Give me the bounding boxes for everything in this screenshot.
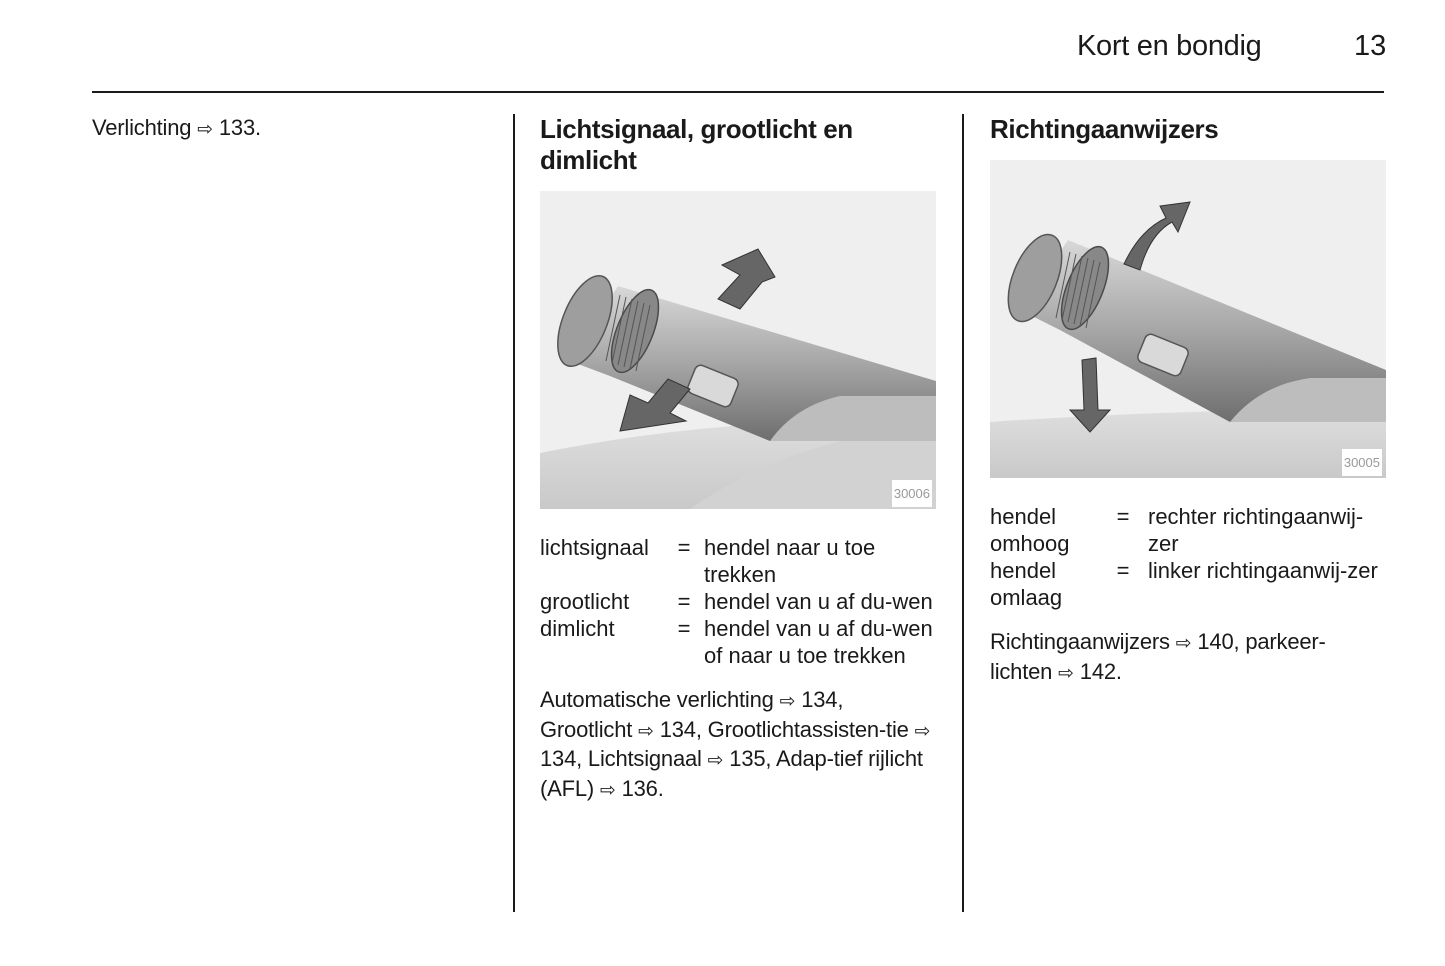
column-divider: [513, 114, 515, 912]
lighting-reference: Verlichting ⇨ 133.: [92, 115, 261, 140]
reference-arrow-icon: ⇨: [599, 779, 616, 801]
definition-equals: =: [677, 589, 691, 614]
reference-arrow-icon: ⇨: [1058, 662, 1074, 684]
section-heading-headlights: Lichtsignaal, grootlicht en dimlicht: [540, 114, 853, 175]
figure-code: 30005: [1342, 449, 1382, 476]
definition-term: hendel omhoog: [990, 504, 1070, 556]
headlight-lever-illustration: [540, 191, 936, 509]
definition-equals: =: [1116, 504, 1130, 529]
definition-row: [540, 615, 938, 669]
definition-row: [540, 588, 938, 615]
reference-arrow-icon: ⇨: [1175, 633, 1192, 654]
definition-description: hendel van u af du-wen of naar u toe trekken: [704, 616, 933, 668]
column-left: [92, 114, 492, 144]
section-heading-indicators: Richtingaanwijzers: [990, 114, 1219, 144]
header-rule: [92, 91, 1384, 93]
indicator-lever-figure: [990, 160, 1386, 478]
reference-arrow-icon: ⇨: [779, 691, 796, 712]
definition-table-indicators: [990, 503, 1386, 611]
reference-arrow-icon: ⇨: [197, 119, 213, 140]
figure-code: 30006: [892, 480, 932, 507]
headlights-references: Automatische verlichting ⇨ 134, Grootlicht ⇨ 134, Grootlichtassisten-tie ⇨ 134, Lichtsignaal ⇨ 135, Adap-tief rijlicht (AFL) ⇨ 136.: [540, 687, 931, 801]
definition-equals: =: [1116, 558, 1130, 583]
definition-row: [990, 503, 1386, 557]
definition-description: rechter richtingaanwij-zer: [1148, 504, 1364, 556]
definition-row: [540, 534, 938, 588]
definition-equals: =: [677, 616, 691, 641]
definition-term: grootlicht: [540, 589, 630, 614]
definition-description: linker richtingaanwij-zer: [1148, 558, 1378, 583]
reference-arrow-icon: ⇨: [707, 750, 724, 771]
indicator-lever-illustration: [990, 160, 1386, 478]
definition-table-headlights: [540, 534, 938, 669]
definition-term: dimlicht: [540, 616, 615, 641]
page-number: 13: [1354, 30, 1387, 62]
column-headlights: [540, 114, 938, 804]
definition-term: lichtsignaal: [540, 535, 649, 560]
reference-arrow-icon: ⇨: [638, 720, 654, 742]
definition-row: [990, 557, 1386, 611]
column-indicators: [990, 114, 1386, 687]
header-title: Kort en bondig: [1077, 30, 1262, 62]
indicators-references: Richtingaanwijzers ⇨ 140, parkeer-lichten ⇨ 142.: [990, 629, 1326, 684]
headlight-lever-figure: [540, 191, 936, 509]
reference-arrow-icon: ⇨: [914, 720, 931, 742]
definition-term: hendel omlaag: [990, 558, 1063, 610]
column-divider: [962, 114, 964, 912]
definition-equals: =: [677, 535, 691, 560]
definition-description: hendel naar u toe trekken: [704, 535, 876, 587]
definition-description: hendel van u af du-wen: [704, 589, 933, 614]
